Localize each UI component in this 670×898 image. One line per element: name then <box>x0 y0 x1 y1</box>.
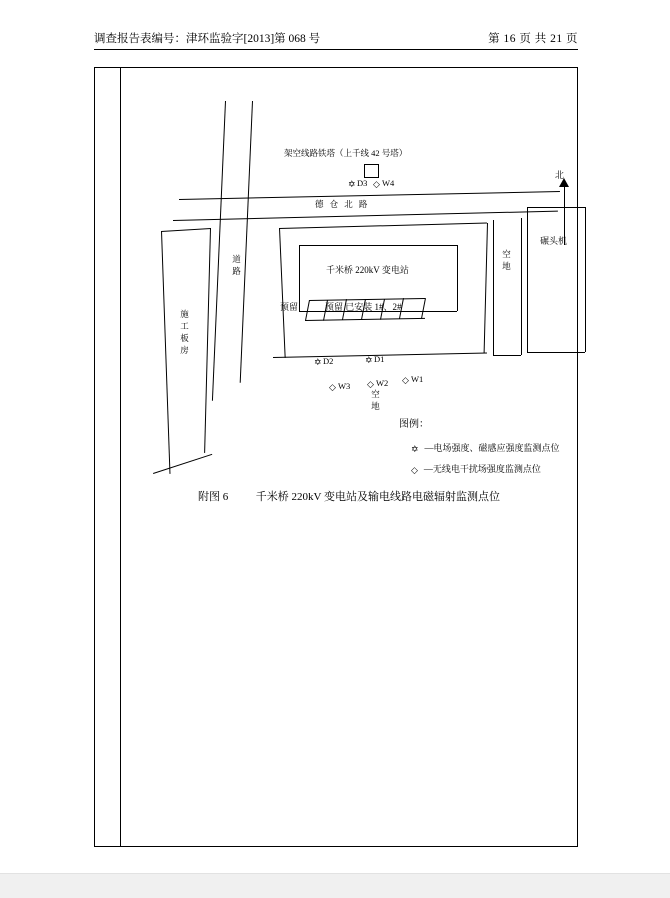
road-north-label: 德 仓 北 路 <box>315 199 370 209</box>
crusher-left-edge <box>527 207 528 352</box>
point-label-d3: D3 <box>357 178 368 188</box>
legend-field-strength-icon: ✡ <box>411 444 419 454</box>
vacant-land-right-label: 空 地 <box>502 249 511 271</box>
figure-caption-text: 千米桥 220kV 变电站及输电线路电磁辐射监测点位 <box>255 491 500 503</box>
point-marker-d3-icon: ✡ <box>348 179 356 189</box>
crusher-bottom-edge <box>527 352 585 353</box>
housing-edge-top <box>161 228 211 232</box>
point-marker-w1-icon: ◇ <box>402 375 409 385</box>
page-number: 第 16 页 共 21 页 <box>488 33 578 45</box>
compass-arrow-icon <box>559 178 569 187</box>
point-label-d1: D1 <box>374 354 385 364</box>
crusher-right-edge <box>585 207 586 352</box>
legend-item-radio-interference <box>411 460 539 478</box>
road-vertical-label: 道 路 <box>232 254 241 276</box>
figure-drawing <box>121 68 577 498</box>
vacant-right-right-edge <box>521 218 522 355</box>
figure-caption <box>121 488 577 504</box>
bay-left-label: 预留 <box>280 302 299 312</box>
point-marker-w3-icon: ◇ <box>329 382 336 392</box>
housing-edge-left <box>161 231 170 474</box>
tower-symbol <box>364 164 379 178</box>
housing-edge-right <box>204 228 211 453</box>
vacant-right-bottom-edge <box>493 355 521 356</box>
compass-label: 北 <box>555 170 565 180</box>
housing-label: 施 工 板 房 <box>180 309 189 355</box>
crusher-top-edge <box>527 207 585 208</box>
page-header <box>0 30 670 50</box>
substation-building-top <box>299 245 457 246</box>
crusher-label: 碾头机 <box>540 236 568 246</box>
legend-field-strength-text: —电场强度、磁感应强度监测点位 <box>424 443 560 453</box>
substation-building-right <box>457 245 458 311</box>
point-label-w4: W4 <box>382 178 395 188</box>
figure-caption-number: 附图 6 <box>198 491 229 503</box>
vacant-right-left-edge <box>493 220 494 355</box>
header-rule <box>94 49 578 50</box>
legend-title: 图例： <box>399 419 429 430</box>
legend-radio-interference-text: —无线电干扰场强度监测点位 <box>423 464 541 474</box>
housing-edge-bottom <box>153 454 212 474</box>
substation-parcel-right <box>484 223 488 353</box>
point-label-w1: W1 <box>411 374 424 384</box>
road-north-edge-upper <box>179 191 560 200</box>
legend-item-field-strength <box>411 439 558 457</box>
substation-label: 千米桥 220kV 变电站 <box>326 265 409 275</box>
point-label-d2: D2 <box>323 356 334 366</box>
legend-radio-interference-icon: ◇ <box>411 465 418 475</box>
point-marker-w2-icon: ◇ <box>367 379 374 389</box>
road-vertical-edge-left <box>212 101 226 401</box>
substation-building-left <box>299 245 300 311</box>
vacant-land-mid-label: 空 地 <box>371 389 380 411</box>
point-label-w2: W2 <box>376 378 389 388</box>
substation-parcel-left <box>279 228 286 358</box>
point-marker-d1-icon: ✡ <box>365 355 373 365</box>
point-marker-d2-icon: ✡ <box>314 357 322 367</box>
page-bottom-strip <box>0 873 670 898</box>
point-label-w3: W3 <box>338 381 351 391</box>
road-north-edge-lower <box>173 211 558 221</box>
bay-row-label: 预留 已安装 1#、2# <box>325 302 402 312</box>
road-vertical-edge-right <box>240 101 253 383</box>
substation-parcel-top <box>279 223 487 229</box>
report-number: 调查报告表编号：津环监验字[2013]第 068 号 <box>94 33 321 45</box>
tower-label: 架空线路铁塔（上千线 42 号塔） <box>284 148 408 158</box>
point-marker-w4-icon: ◇ <box>373 179 380 189</box>
bay-strip-right <box>421 298 426 319</box>
